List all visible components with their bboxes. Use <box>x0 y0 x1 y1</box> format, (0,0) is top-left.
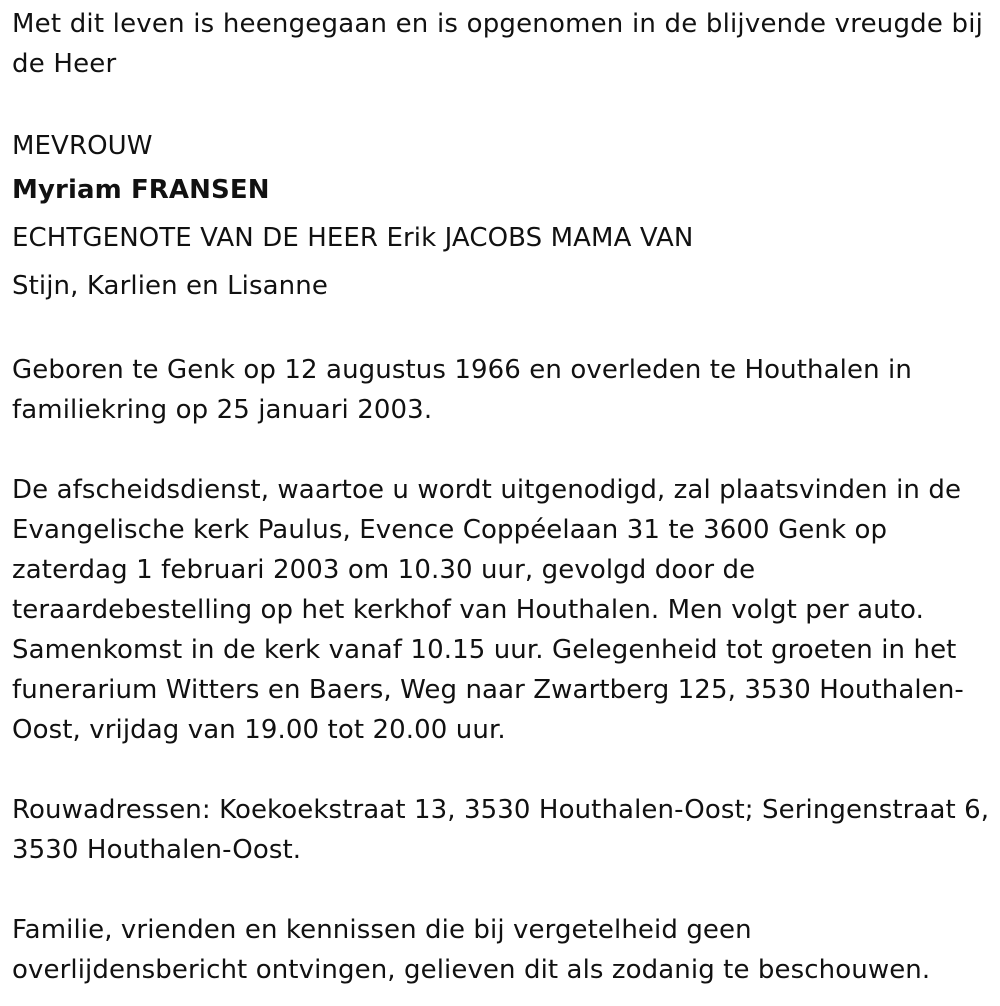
spacer <box>12 84 992 124</box>
spacer <box>12 430 992 470</box>
spacer <box>12 310 992 350</box>
deceased-name: Myriam FRANSEN <box>12 175 270 205</box>
children-line: Stijn, Karlien en Lisanne <box>12 271 328 301</box>
birth-death-paragraph: Geboren te Genk op 12 augustus 1966 en overleden te Houthalen in familiekring op 25 januari 2003. <box>12 355 912 425</box>
spacer <box>12 750 992 790</box>
service-paragraph: De afscheidsdienst, waartoe u wordt uitgenodigd, zal plaatsvinden in de Evangelische kerk Paulus, Evence Coppéelaan 31 te 3600 Genk op zaterdag 1 februari 2003 om 10.30 uur, gevolgd door de teraardebestelling op het kerkhof van Houthalen. Men volgt per auto. Samenkomst in de kerk vanaf 10.15 uur. Gelegenheid tot groeten in het funerarium Witters en Baers, Weg naar Zwartberg 125, 3530 Houthalen-Oost, vrijdag van 19.00 tot 20.00 uur. <box>12 475 964 745</box>
spacer <box>12 870 992 910</box>
closing-paragraph: Familie, vrienden en kennissen die bij vergetelheid geen overlijdensbericht ontvingen, gelieven dit als zodanig te beschouwen. <box>12 915 931 985</box>
addresses-paragraph: Rouwadressen: Koekoekstraat 13, 3530 Houthalen-Oost; Seringenstraat 6, 3530 Houthalen-Oost. <box>12 795 990 865</box>
death-notice <box>12 4 992 990</box>
spouse-line: ECHTGENOTE VAN DE HEER Erik JACOBS MAMA VAN <box>12 223 694 253</box>
intro-text: Met dit leven is heengegaan en is opgenomen in de blijvende vreugde bij de Heer <box>12 9 984 79</box>
salutation: MEVROUW <box>12 131 153 161</box>
